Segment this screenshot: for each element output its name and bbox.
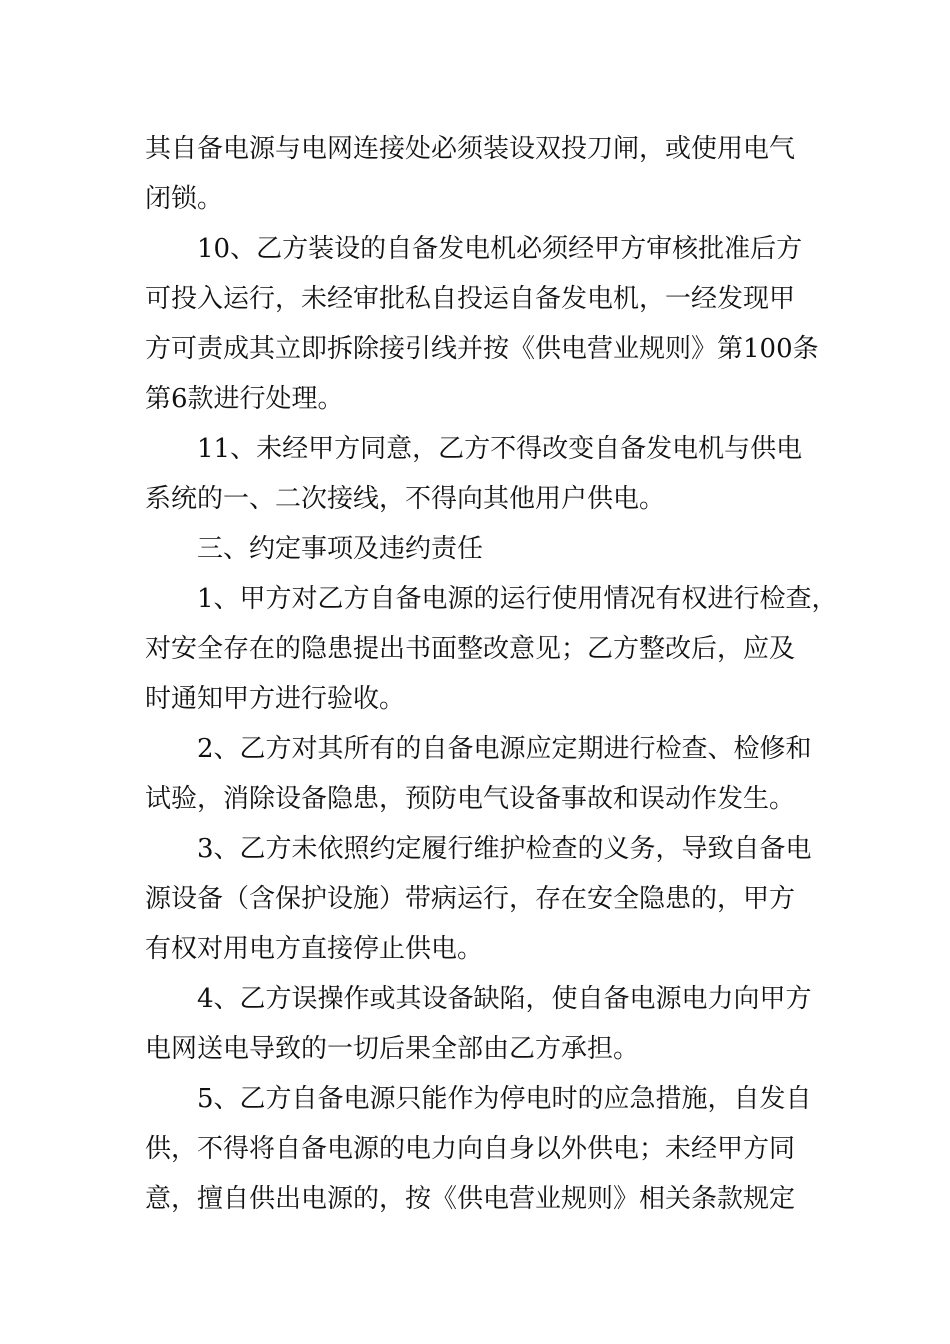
text-line: 意，擅自供出电源的，按《供电营业规则》相关条款规定 (145, 1184, 796, 1214)
text-line: 试验，消除设备隐患，预防电气设备事故和误动作发生。 (145, 784, 796, 814)
text-line: 方可责成其立即拆除接引线并按《供电营业规则》第100条 (145, 334, 819, 364)
text-line: 电网送电导致的一切后果全部由乙方承担。 (145, 1034, 640, 1064)
text-line: 时通知甲方进行验收。 (145, 684, 406, 714)
text-line: 有权对用电方直接停止供电。 (145, 934, 484, 964)
clause-10-line: 10、乙方装设的自备发电机必须经甲方审核批准后方 (197, 234, 803, 264)
text-line: 可投入运行，未经审批私自投运自备发电机，一经发现甲 (145, 284, 796, 314)
text-line: 系统的一、二次接线，不得向其他用户供电。 (145, 484, 666, 514)
clause-5-line: 5、乙方自备电源只能作为停电时的应急措施，自发自 (197, 1084, 812, 1114)
text-line: 其自备电源与电网连接处必须装设双投刀闸，或使用电气 (145, 134, 796, 164)
text-line: 源设备（含保护设施）带病运行，存在安全隐患的，甲方 (145, 884, 796, 914)
text-line: 第6款进行处理。 (145, 384, 344, 414)
section-heading: 三、约定事项及违约责任 (197, 534, 484, 564)
clause-3-line: 3、乙方未依照约定履行维护检查的义务，导致自备电 (197, 834, 812, 864)
document-body (145, 124, 838, 1224)
text-line: 闭锁。 (145, 184, 224, 214)
clause-4-line: 4、乙方误操作或其设备缺陷，使自备电源电力向甲方 (197, 984, 812, 1014)
text-line: 对安全存在的隐患提出书面整改意见；乙方整改后，应及 (145, 634, 796, 664)
clause-2-line: 2、乙方对其所有的自备电源应定期进行检查、检修和 (197, 734, 812, 764)
clause-1-line: 1、甲方对乙方自备电源的运行使用情况有权进行检查， (197, 584, 838, 614)
clause-11-line: 11、未经甲方同意，乙方不得改变自备发电机与供电 (197, 434, 803, 464)
text-line: 供，不得将自备电源的电力向自身以外供电；未经甲方同 (145, 1134, 796, 1164)
